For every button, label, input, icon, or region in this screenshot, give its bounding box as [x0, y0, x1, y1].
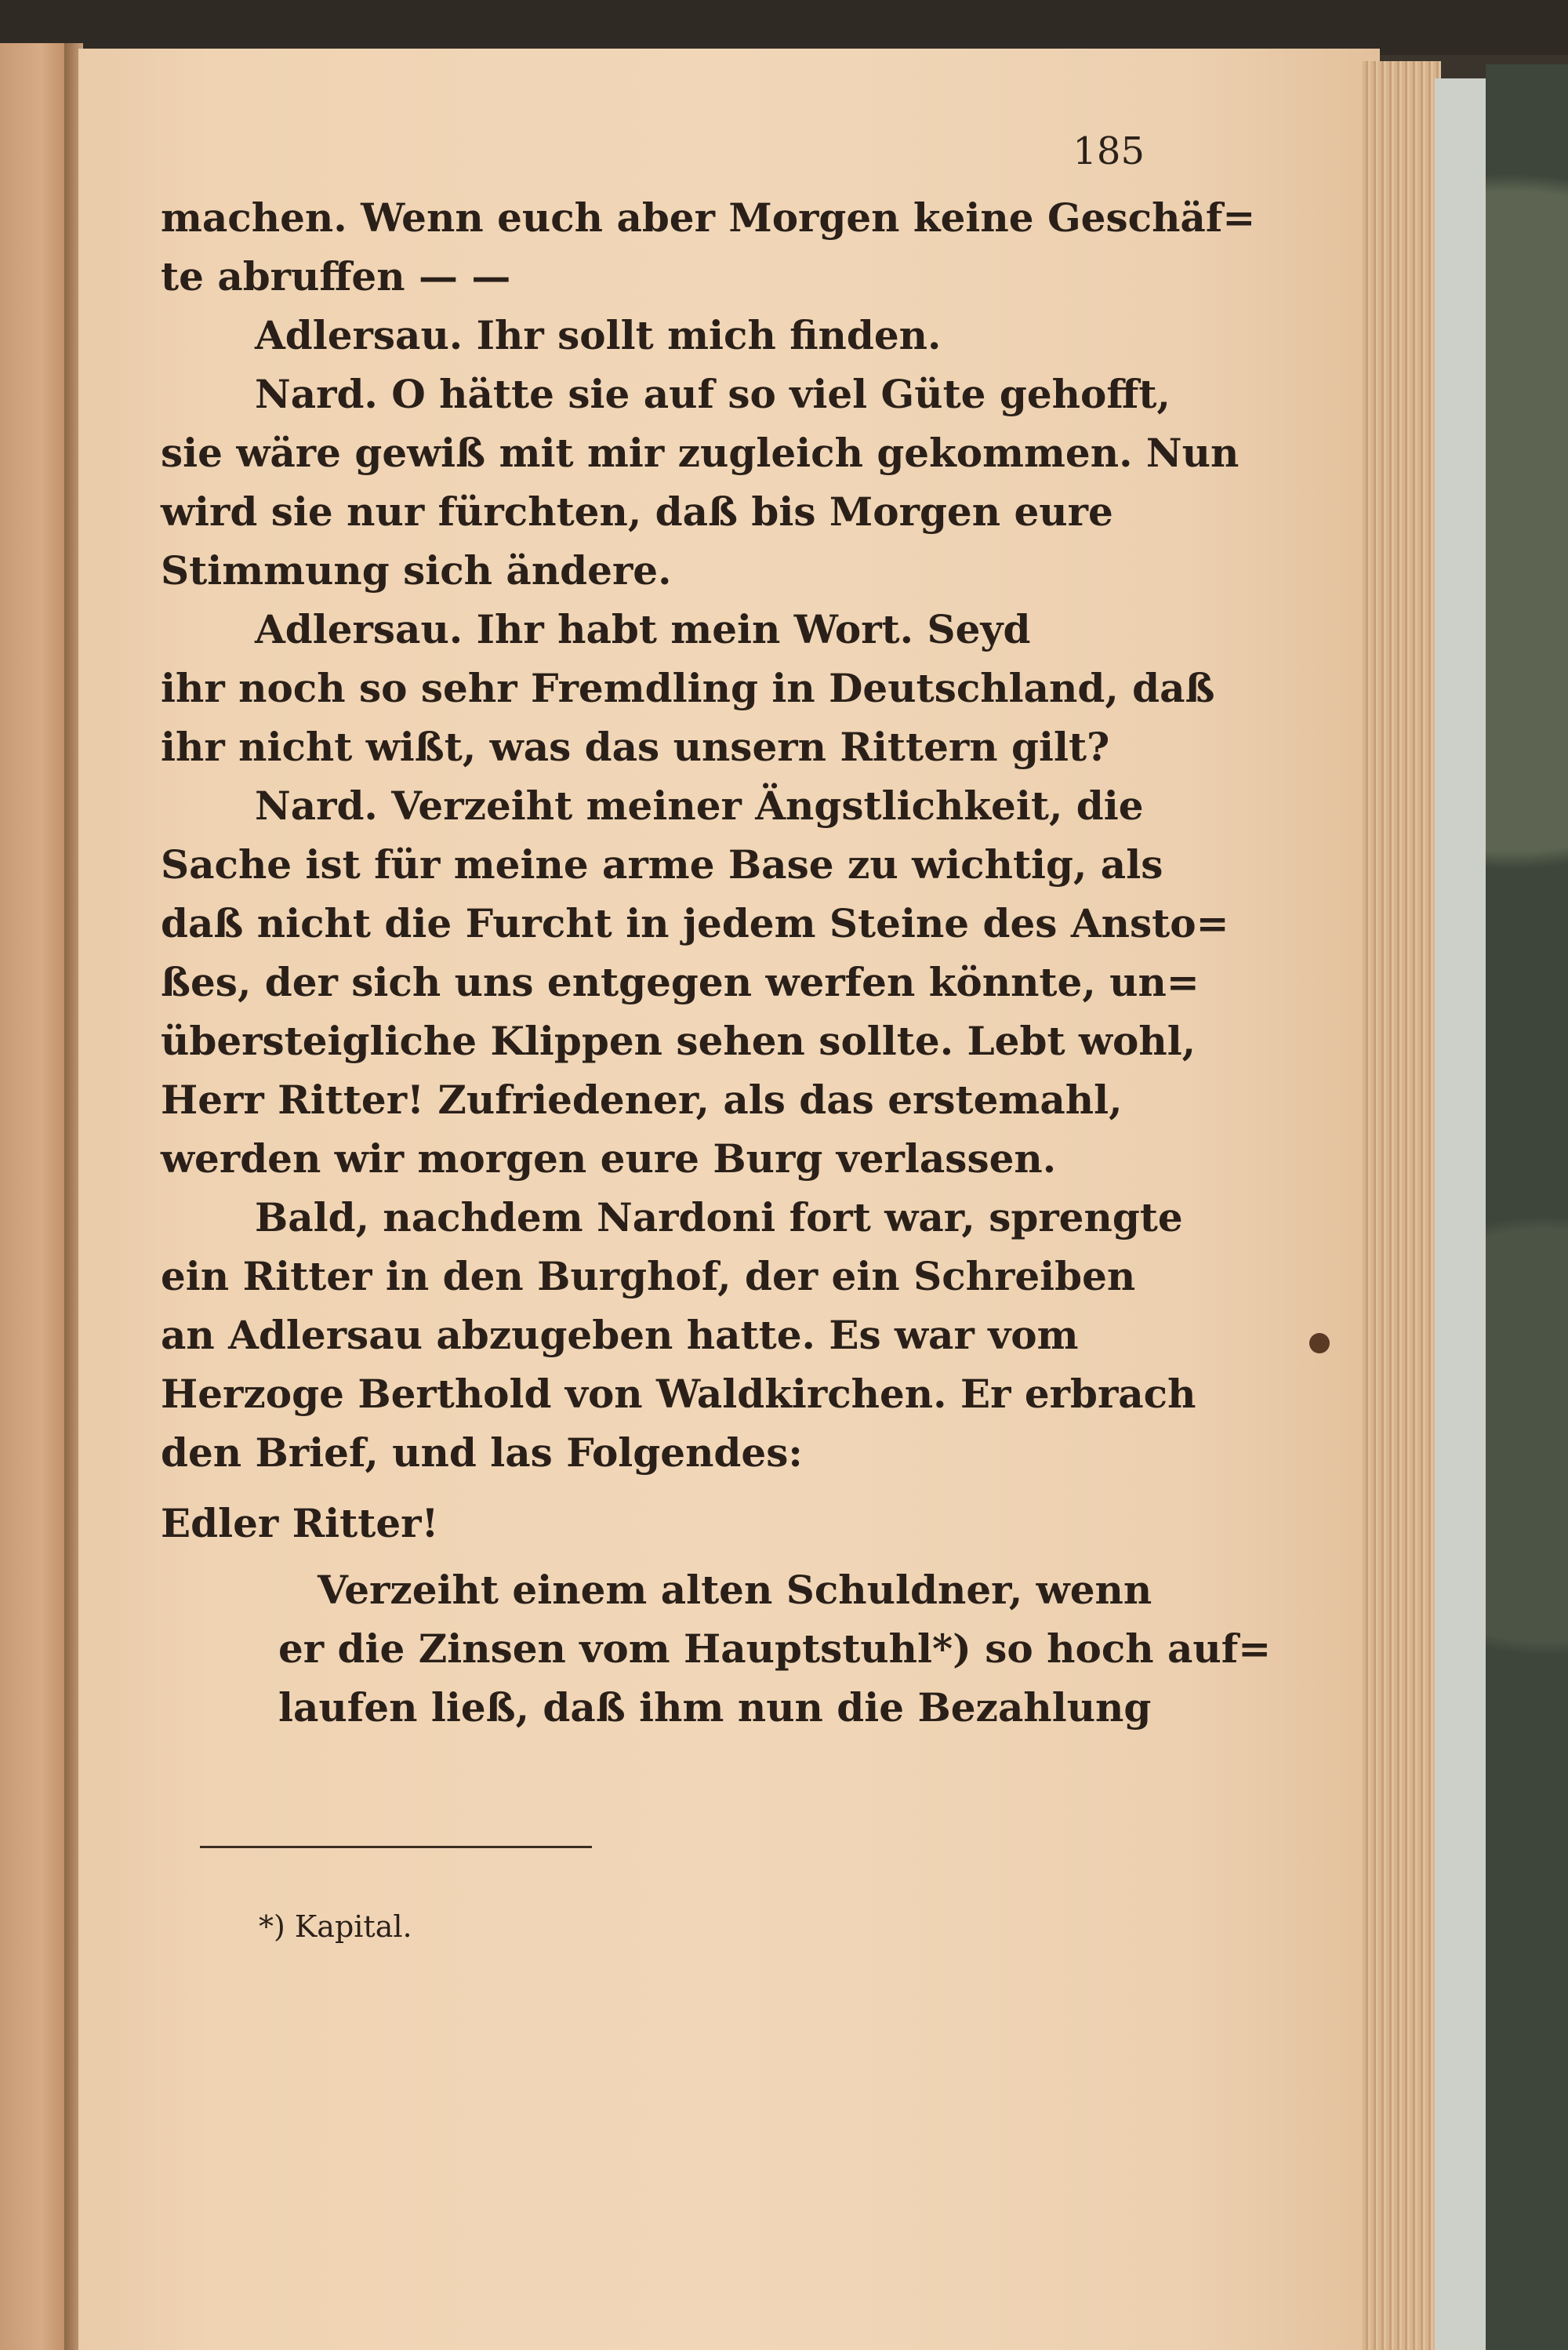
marbled-cover-board: [1486, 64, 1568, 2350]
page-stack-edge: [1363, 61, 1441, 2350]
text-line: Nard. O hätte sie auf so viel Güte gehofft,: [255, 371, 1171, 417]
text-line: er die Zinsen vom Hauptstuhl*) so hoch auf=: [278, 1625, 1272, 1672]
text-line: Verzeiht einem alten Schuldner, wenn: [318, 1567, 1152, 1613]
salutation: Edler Ritter!: [161, 1500, 439, 1546]
text-line: Adlersau. Ihr habt mein Wort. Seyd: [255, 606, 1031, 652]
text-line: Herzoge Berthold von Waldkirchen. Er erbrach: [161, 1371, 1196, 1417]
text-line: Bald, nachdem Nardoni fort war, sprengte: [255, 1194, 1183, 1240]
text-line: Herr Ritter! Zufriedener, als das erstemahl,: [161, 1077, 1123, 1123]
page-number: 185: [1073, 129, 1145, 173]
text-line: werden wir morgen eure Burg verlassen.: [161, 1135, 1057, 1182]
text-line: wird sie nur fürchten, daß bis Morgen eure: [161, 489, 1113, 535]
text-line: ihr noch so sehr Fremdling in Deutschland, daß: [161, 665, 1215, 711]
text-line: te abruffen — —: [161, 253, 511, 300]
text-line: Nard. Verzeiht meiner Ängstlichkeit, die: [255, 783, 1144, 829]
text-line: den Brief, und las Folgendes:: [161, 1429, 803, 1476]
text-line: ein Ritter in den Burghof, der ein Schreiben: [161, 1253, 1136, 1299]
text-line: ßes, der sich uns entgegen werfen könnte, un=: [161, 959, 1200, 1005]
text-line: Adlersau. Ihr sollt mich finden.: [255, 312, 942, 358]
text-line: übersteigliche Klippen sehen sollte. Lebt wohl,: [161, 1018, 1196, 1064]
text-line: machen. Wenn euch aber Morgen keine Geschäf=: [161, 194, 1256, 241]
text-line: an Adlersau abzugeben hatte. Es war vom: [161, 1312, 1079, 1358]
footnote-rule: [200, 1846, 592, 1848]
text-line: laufen ließ, daß ihm nun die Bezahlung: [278, 1684, 1152, 1731]
facing-page-edge: [0, 43, 74, 2350]
text-line: ihr nicht wißt, was das unsern Rittern gilt?: [161, 724, 1110, 770]
background-top: [0, 0, 1568, 55]
text-line: Sache ist für meine arme Base zu wichtig, als: [161, 841, 1163, 888]
cover-inner-edge: [1435, 78, 1490, 2350]
text-line: sie wäre gewiß mit mir zugleich gekommen. Nun: [161, 430, 1240, 476]
text-line: Stimmung sich ändere.: [161, 547, 672, 594]
footnote: *) Kapital.: [259, 1909, 412, 1944]
ink-stain: [1309, 1333, 1330, 1353]
text-line: daß nicht die Furcht in jedem Steine des Ansto=: [161, 900, 1229, 946]
